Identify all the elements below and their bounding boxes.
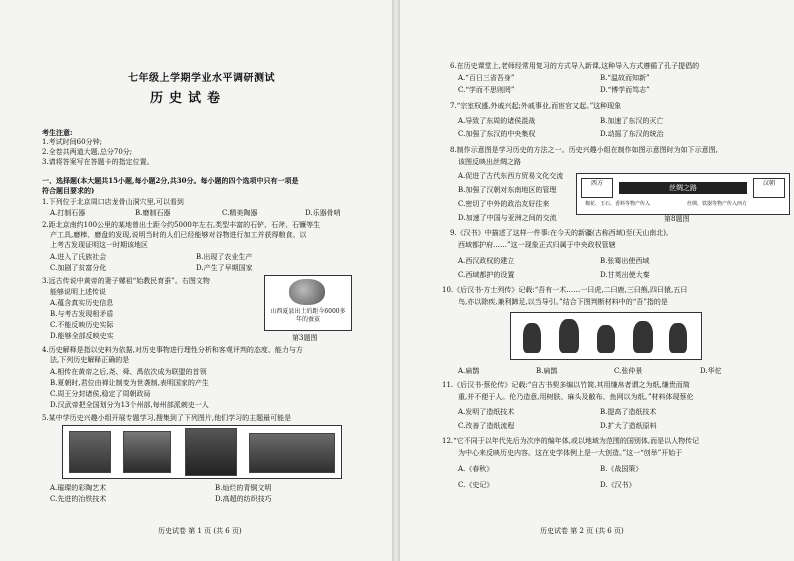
option: D.甘英出使大秦	[600, 271, 650, 279]
question-8-stem: 该图反映出丝绸之路	[458, 158, 521, 166]
option: D.《汉书》	[600, 481, 636, 489]
option: D.加速了中国与亚洲之间的交流	[458, 214, 557, 222]
question-9-stem: 9.《汉书》中描述了这样一件事:在今天的新疆(古称西域)至(天山南北),	[450, 229, 669, 237]
cocoon-image	[289, 279, 325, 305]
question-2-stem: 2.距北京南约100公里的某地曾出土距今约5000年左右,类型丰富的石铲、石斧、石镰等生	[42, 221, 321, 229]
question-4-stem: 4.历史解释是指以史料为依据,对历史事物进行理性分析和客观评判的态度、能力与方	[42, 346, 303, 354]
question-10-stem: 鸟,亦以除疾,兼利蹄足,以当导引。”结合下图判断材料中的“吾”指的是	[458, 298, 668, 306]
question-6-stem: 6.在历史课堂上,老师经常用复习的方式导入新课,这种导入方式遵循了孔子提倡的	[450, 62, 700, 70]
option: A.扁鹊	[458, 367, 480, 375]
option: B.提高了造纸技术	[600, 408, 657, 416]
option: A.璀璨的彩陶艺术	[50, 484, 107, 492]
bronze-artifacts-figure	[62, 425, 342, 479]
option: A.发明了造纸技术	[458, 408, 515, 416]
option: C.加强了东汉的中央集权	[458, 130, 536, 138]
diagram-silk-road: 丝绸之路	[619, 182, 747, 194]
option: C.精美陶器	[222, 209, 258, 217]
artifact-image	[249, 433, 335, 473]
option: B.《战国策》	[600, 465, 643, 473]
page-1	[0, 0, 392, 561]
option: B.张骞出使西域	[600, 257, 650, 265]
page-footer: 历史试卷 第 2 页 (共 6 页)	[540, 527, 624, 535]
option: C.加剧了贫富分化	[50, 264, 107, 272]
option: C.改善了造纸流程	[458, 422, 515, 430]
option: A.进入了氏族社会	[50, 253, 107, 261]
figure-label: 第3题图	[292, 334, 318, 342]
note-line: 3.请将答案写在答题卡的指定位置。	[42, 158, 154, 166]
question-3-stem: 3.远古传说中黄帝的妻子嫘祖“始教民育蚕”。右图文物	[42, 277, 210, 285]
option: C.先进的冶铁技术	[50, 495, 107, 503]
page-2	[400, 0, 794, 561]
figure-caption: 山西夏县出土的距今6000多年的蚕茧	[270, 308, 346, 323]
page-fold	[392, 0, 400, 561]
option: A.导致了东周的诸侯混战	[458, 117, 536, 125]
option: D.动摇了东汉的统治	[600, 130, 664, 138]
option: C.密切了中外的政治友好往来	[458, 200, 550, 208]
option: C.“学而不思则罔”	[458, 86, 515, 94]
option: D.产生了早期国家	[196, 264, 253, 272]
section-title: 一、选择题(本大题共15小题,每小题2分,共30分。每小题的四个选项中只有一项是	[42, 176, 299, 185]
option: D.华佗	[700, 367, 722, 375]
option: B.扁鹊	[536, 367, 558, 375]
option: B.夏朝时,君位由禅让制变为世袭制,表明国家的产生	[50, 379, 209, 387]
figure-image	[669, 323, 687, 353]
exam-title: 七年级上学期学业水平调研测试	[128, 73, 275, 84]
question-11-stem: 重,并不便于人。伦乃造意,用树肤、麻头及敝布、鱼网以为纸。”材料体现蔡伦	[458, 393, 694, 401]
option: A.蕴含真实历史信息	[50, 299, 114, 307]
diagram-note: 棉花、玉石、香料等物产传入	[585, 201, 651, 207]
artifact-image	[185, 428, 237, 476]
option: B.加速了东汉的灭亡	[600, 117, 664, 125]
page-footer: 历史试卷 第 1 页 (共 6 页)	[158, 527, 242, 535]
option: D.乐器骨哨	[305, 209, 341, 217]
diagram-note: 丝绸、铁器等物产传入西方	[687, 201, 748, 207]
option: B.灿烂的青铜文明	[215, 484, 272, 492]
question-1-stem: 1.下列位于北京周口店龙骨山洞穴里,可以看到	[42, 198, 184, 206]
option: B.出现了农业生产	[196, 253, 253, 261]
question-5-stem: 5.某中学历史兴趣小组开展专题学习,搜集到了下列图片,他们学习的主题最可能是	[42, 414, 292, 422]
note-line: 1.考试时间60分钟;	[42, 138, 102, 146]
artifact-image	[69, 431, 111, 473]
subject-title: 历史试卷	[150, 91, 227, 106]
question-10-stem: 10.《后汉书·方士列传》记载:“吾有一术……一曰虎,二曰鹿,三曰熊,四曰猿,五曰	[442, 286, 688, 294]
option: A.相传在黄帝之后,尧、舜、禹依次成为联盟的首领	[50, 368, 207, 376]
option: D.高超的纺织技巧	[215, 495, 272, 503]
option: B.“温故而知新”	[600, 74, 650, 82]
question-7-stem: 7.“宗室权盛,外戚兴起;外戚事业,而宦官又起。”这种现象	[450, 102, 622, 110]
figure-image	[523, 323, 541, 353]
option: D.汉武帝把全国划分为13个州部,每州部派刺史一人	[50, 401, 209, 409]
question-2-stem: 上考古发现证明这一时期该地区	[50, 241, 148, 249]
diagram-west: 西方	[581, 178, 613, 198]
option: B.与考古发现相矛盾	[50, 310, 114, 318]
question-12-stem: 12.“它不同于以年代先后为次序的编年体,或以地域为范围的国别体,而是以人物传记	[442, 437, 700, 445]
figure-label: 第8题图	[664, 215, 690, 223]
option: A.西汉政权的建立	[458, 257, 515, 265]
cocoon-figure	[264, 275, 352, 331]
question-9-stem: 西域都护府……”这一现象正式归属于中央政权管辖	[458, 241, 616, 249]
option: B.加强了汉朝对东南地区的管理	[458, 186, 557, 194]
option: A.“百日三省吾身”	[458, 74, 515, 82]
five-animals-figure	[510, 312, 702, 360]
silk-road-diagram	[576, 173, 790, 215]
option: B.磨制石器	[135, 209, 171, 217]
artifact-image	[123, 431, 171, 473]
question-3-stem: 能够说明上述传说	[50, 288, 106, 296]
option: D.“博学而笃志”	[600, 86, 650, 94]
question-4-stem: 法,下列历史解释正确的是	[50, 356, 130, 364]
option: C.《史记》	[458, 481, 494, 489]
option: C.西域都护的设置	[458, 271, 515, 279]
option: C.周王分封诸侯,稳定了周朝政局	[50, 390, 151, 398]
figure-image	[597, 325, 615, 353]
figure-image	[559, 319, 579, 353]
option: A.打制石器	[50, 209, 86, 217]
question-2-stem: 产工具,磨棒、磨盘的发现,说明当时的人们已经能够对谷物进行加工并获得粮食。以	[50, 231, 307, 239]
question-12-stem: 为中心来反映历史内容。这在史学体例上是一大创造。”这一“创举”开始于	[458, 449, 683, 457]
note-line: 2.全卷共两道大题,总分70分;	[42, 148, 133, 156]
option: C.不能反映历史实际	[50, 321, 114, 329]
option: D.扩大了造纸原料	[600, 422, 657, 430]
section-title: 符合题目要求的)	[42, 186, 95, 195]
diagram-han: 汉朝	[753, 178, 785, 198]
option: D.能够全部反映史实	[50, 332, 114, 340]
figure-image	[633, 321, 653, 353]
question-8-stem: 8.制作示意图是学习历史的方法之一。历史兴趣小组在制作如图示意图时为如下示意图,	[450, 146, 718, 154]
question-11-stem: 11.《后汉书·蔡伦传》记载:“自古书契多编以竹简,其用缣帛者谓之为纸,缣贵而简	[442, 381, 690, 389]
notes-heading: 考生注意:	[42, 128, 73, 137]
option: A.促进了古代东西方贸易文化交流	[458, 172, 564, 180]
option: C.张仲景	[614, 367, 643, 375]
option: A.《春秋》	[458, 465, 494, 473]
